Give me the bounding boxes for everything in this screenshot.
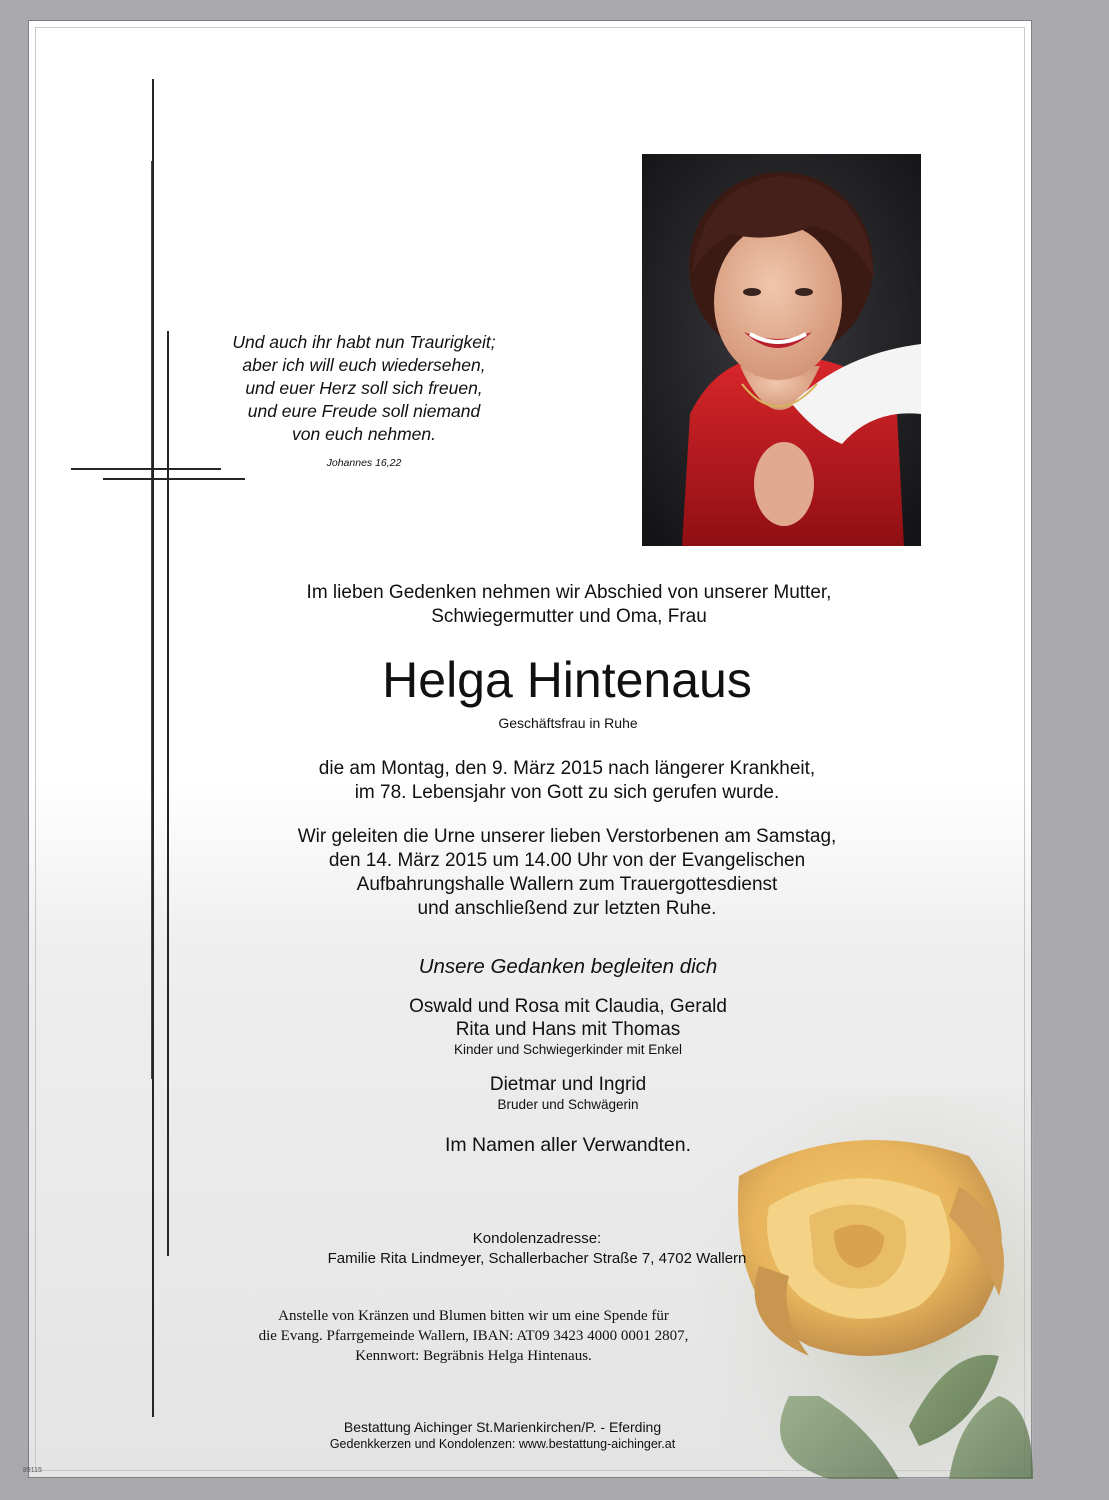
intro-text bbox=[29, 581, 1109, 629]
bible-verse bbox=[229, 331, 499, 475]
footer-line: Bestattung Aichinger St.Marienkirchen/P. - Eferding bbox=[343, 1419, 662, 1435]
death-line: die am Montag, den 9. März 2015 nach längerer Krankheit, bbox=[318, 758, 816, 779]
condolence-label: Kondolenzadresse: bbox=[472, 1230, 602, 1247]
condolence-address-line: Familie Rita Lindmeyer, Schallerbacher Straße 7, 4702 Wallern bbox=[327, 1250, 747, 1267]
mourner-relation: Bruder und Schwägerin bbox=[497, 1097, 639, 1112]
death-notice bbox=[29, 757, 1105, 805]
verse-line: Und auch ihr habt nun Traurigkeit; bbox=[232, 332, 496, 352]
intro-line: Im lieben Gedenken nehmen wir Abschied von unserer Mutter, bbox=[306, 582, 832, 603]
donation-line: Kennwort: Begräbnis Helga Hintenaus. bbox=[355, 1348, 592, 1364]
funeral-home-footer bbox=[29, 1419, 976, 1453]
deceased-name: Helga Hintenaus bbox=[382, 652, 752, 708]
verse-line: aber ich will euch wiedersehen, bbox=[242, 355, 486, 375]
condolence-address bbox=[29, 1229, 1045, 1269]
mourners-heading: Unsere Gedanken begleiten dich bbox=[418, 955, 718, 978]
mourner-relation: Kinder und Schwiegerkinder mit Enkel bbox=[453, 1042, 683, 1057]
funeral-info bbox=[29, 825, 1105, 921]
donation-request bbox=[29, 1306, 918, 1366]
funeral-line: und anschließend zur letzten Ruhe. bbox=[417, 898, 717, 919]
mourner-line: Rita und Hans mit Thomas bbox=[455, 1019, 681, 1040]
verse-line: und euer Herz soll sich freuen, bbox=[245, 378, 483, 398]
mourners-group-1 bbox=[29, 995, 1107, 1059]
portrait-photo bbox=[642, 154, 921, 546]
donation-line: Anstelle von Kränzen und Blumen bitten wir um eine Spende für bbox=[278, 1308, 669, 1324]
funeral-line: den 14. März 2015 um 14.00 Uhr von der Evangelischen bbox=[328, 850, 806, 871]
mourner-line: Dietmar und Ingrid bbox=[489, 1074, 647, 1095]
death-line: im 78. Lebensjahr von Gott zu sich gerufen wurde. bbox=[354, 782, 780, 803]
footer-line: Gedenkkerzen und Kondolenzen: www.bestattung-aichinger.at bbox=[329, 1437, 676, 1451]
verse-reference: Johannes 16,22 bbox=[326, 457, 402, 469]
funeral-line: Wir geleiten die Urne unserer lieben Verstorbenen am Samstag, bbox=[297, 826, 837, 847]
obituary-card bbox=[23, 20, 1032, 1478]
mourner-line: Oswald und Rosa mit Claudia, Gerald bbox=[409, 996, 727, 1017]
donation-line: die Evang. Pfarrgemeinde Wallern, IBAN: AT09 3423 4000 0001 2807, bbox=[258, 1328, 689, 1344]
funeral-line: Aufbahrungshalle Wallern zum Trauergottesdienst bbox=[356, 874, 778, 895]
print-code: 89115 bbox=[23, 1467, 42, 1474]
verse-line: und eure Freude soll niemand bbox=[247, 401, 481, 421]
mourners-closing: Im Namen aller Verwandten. bbox=[444, 1134, 692, 1156]
verse-line: von euch nehmen. bbox=[292, 424, 436, 444]
intro-line: Schwiegermutter und Oma, Frau bbox=[431, 606, 707, 627]
deceased-occupation: Geschäftsfrau in Ruhe bbox=[498, 715, 638, 731]
